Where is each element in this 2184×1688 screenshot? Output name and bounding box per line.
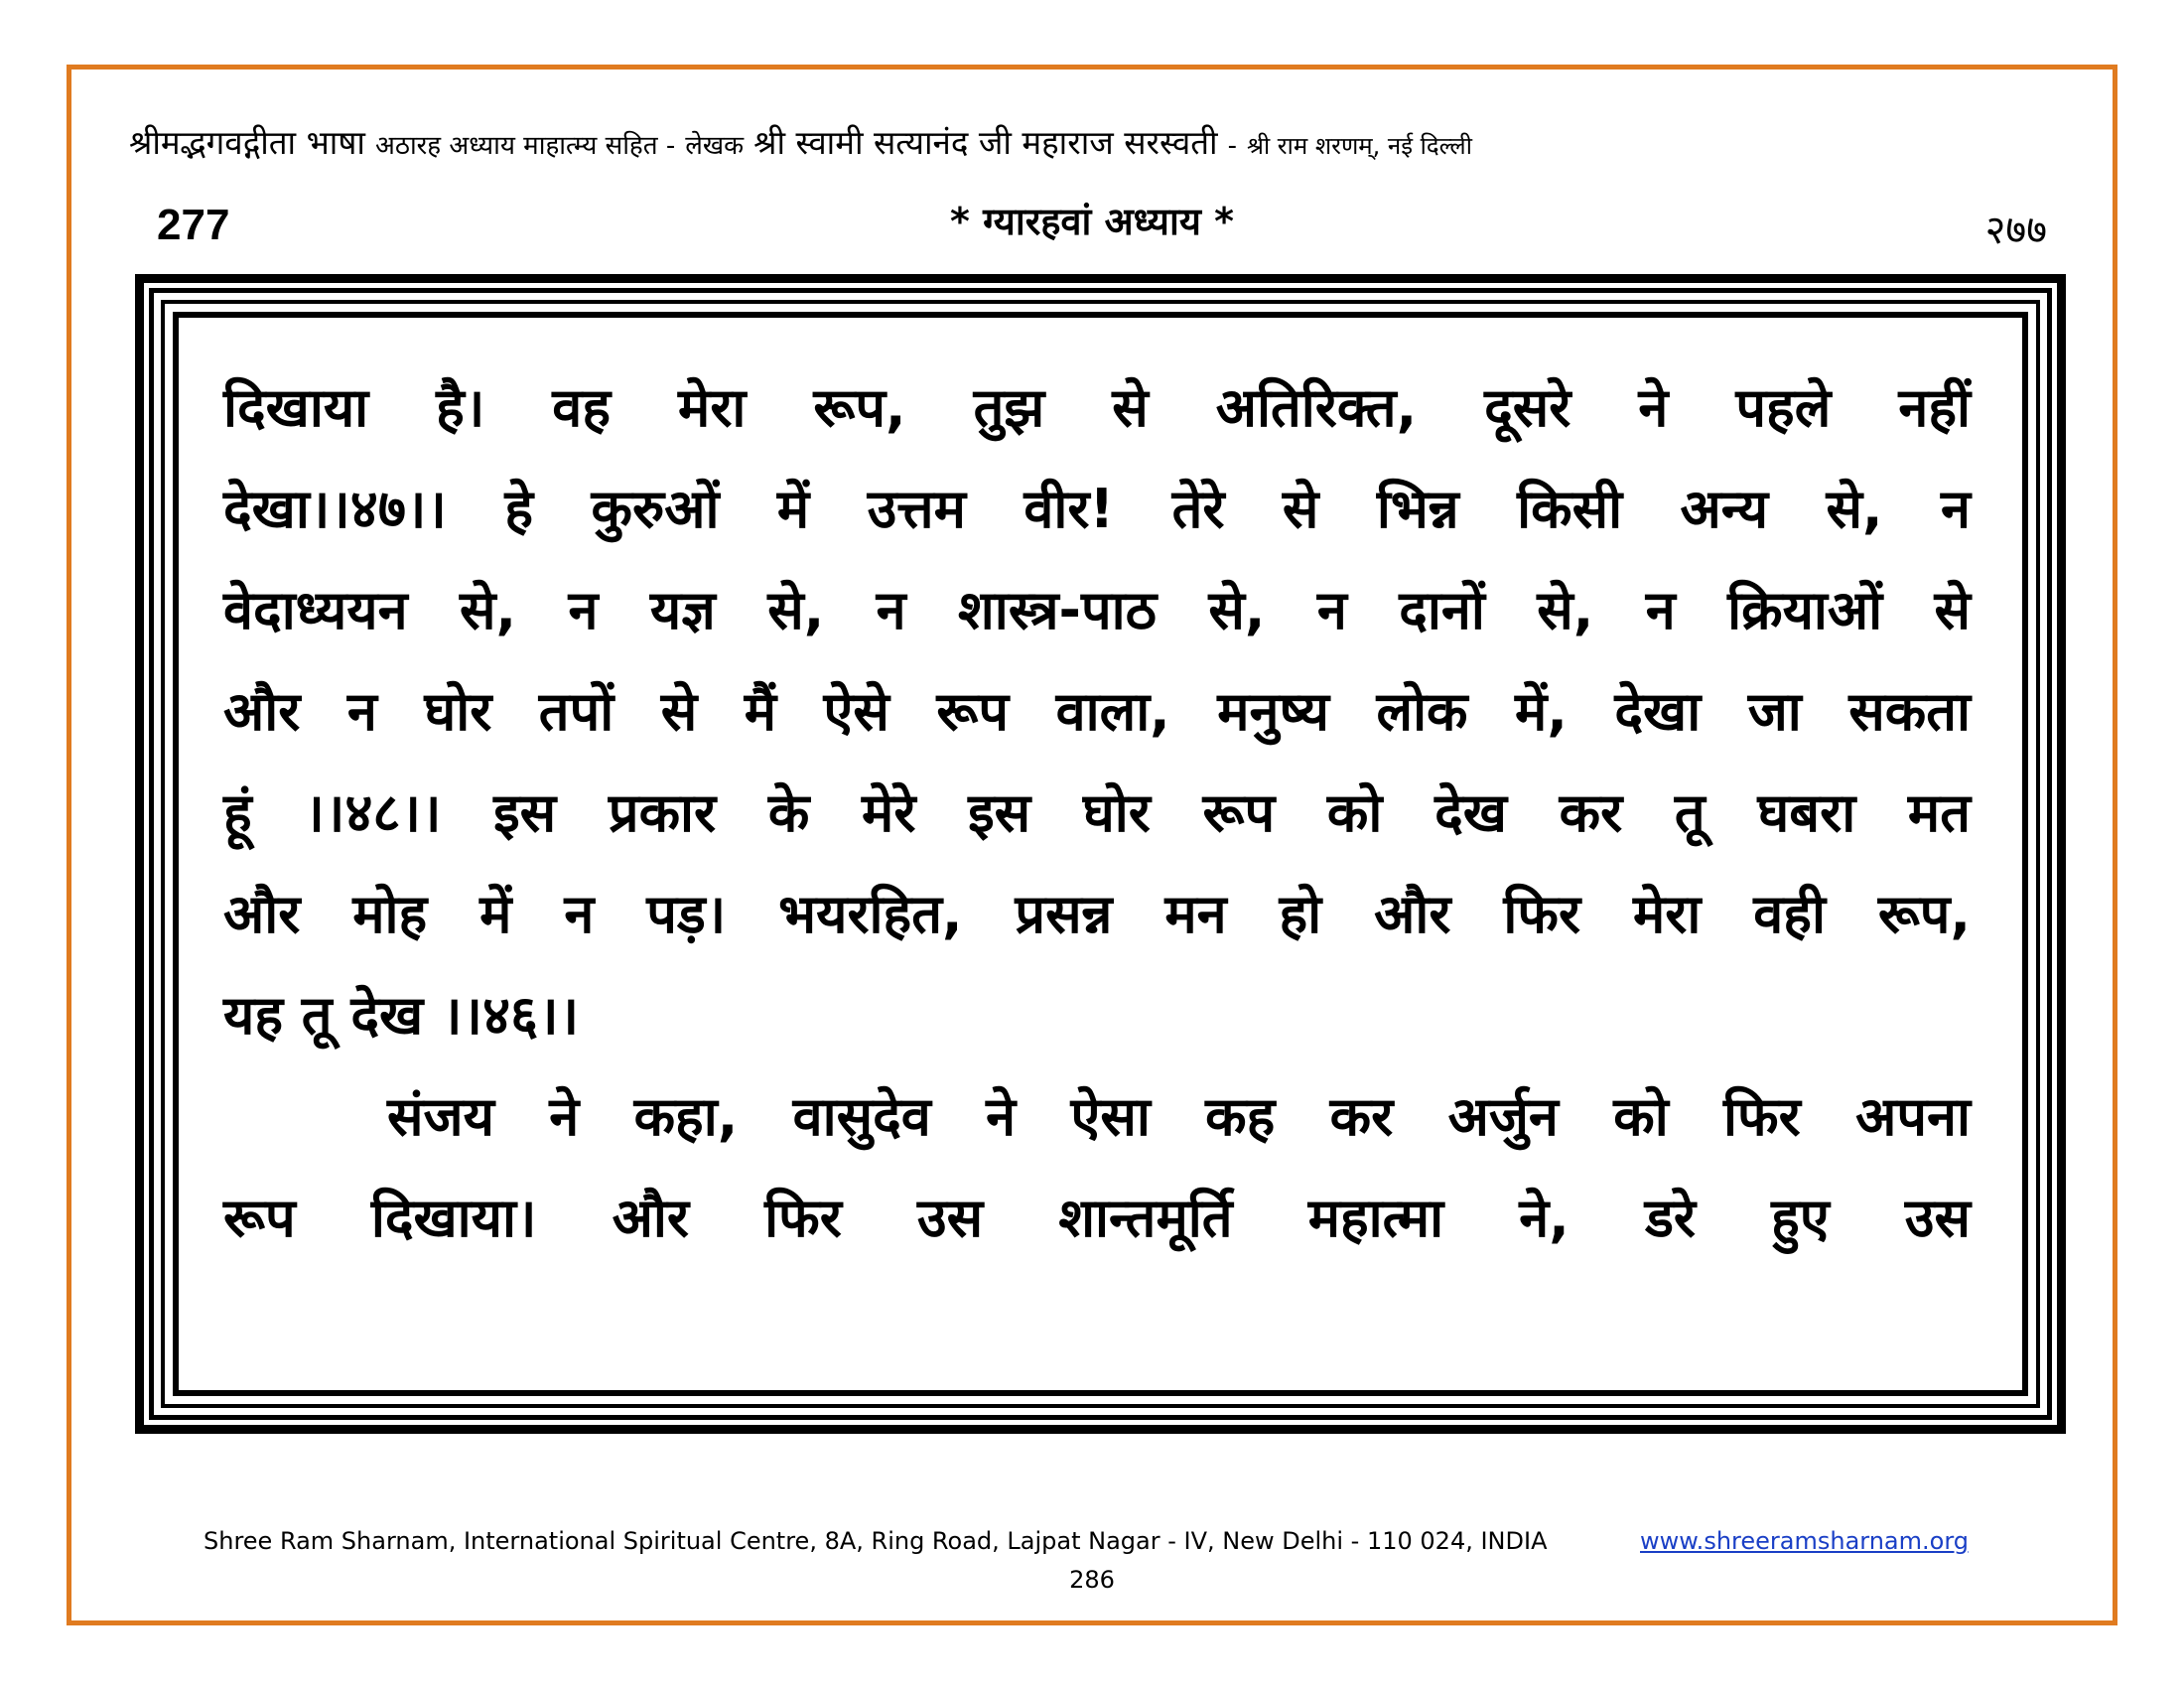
page-number-devanagari: २७७ — [1984, 208, 2047, 253]
author-label: लेखक — [685, 131, 745, 161]
footer-address: Shree Ram Sharnam, International Spiritual Centre, 8A, Ring Road, Lajpat Nagar - IV, New Delhi - 110 024, INDIA — [204, 1527, 1548, 1555]
text-line: दिखाया है। वह मेरा रूप, तुझ से अतिरिक्त, दूसरे ने पहले नहीं — [223, 376, 1971, 439]
header-separator: - — [1227, 131, 1237, 161]
text-line: यह तू देख ।।४६।। — [223, 984, 580, 1047]
book-title: श्रीमद्भगवद्गीता भाषा — [129, 123, 365, 162]
website-link[interactable]: www.shreeramsharnam.org — [1640, 1527, 1970, 1555]
page-number-latin: 277 — [157, 201, 230, 249]
text-line: और मोह में न पड़। भयरहित, प्रसन्न मन हो और फिर मेरा वही रूप, — [223, 883, 1971, 945]
author-name: श्री स्वामी सत्यानंद जी महाराज सरस्वती — [753, 123, 1218, 162]
text-line: देखा।।४७।। हे कुरुओं में उत्तम वीर! तेरे से भिन्न किसी अन्य से, न — [223, 478, 1971, 540]
book-subtitle: अठारह अध्याय माहात्म्य सहित - — [374, 131, 676, 161]
text-line: संजय ने कहा, वासुदेव ने ऐसा कह कर अर्जुन को फिर अपना — [387, 1085, 1971, 1148]
text-line: हूं ।।४८।। इस प्रकार के मेरे इस घोर रूप को देख कर तू घबरा मत — [223, 781, 1971, 844]
text-line: वेदाध्ययन से, न यज्ञ से, न शास्त्र-पाठ से, न दानों से, न क्रियाओं से — [223, 579, 1971, 641]
scripture-text — [223, 357, 1971, 1269]
footer-page-number: 286 — [1069, 1566, 1115, 1594]
text-line: रूप दिखाया। और फिर उस शान्तमूर्ति महात्मा ने, डरे हुए उस — [223, 1187, 1971, 1249]
text-line: और न घोर तपों से मैं ऐसे रूप वाला, मनुष्य लोक में, देखा जा सकता — [223, 680, 1971, 743]
page-header — [129, 119, 2075, 164]
chapter-title: * ग्यारहवां अध्याय * — [950, 200, 1234, 243]
publisher-name: श्री राम शरणम्, नई दिल्ली — [1246, 132, 1472, 160]
